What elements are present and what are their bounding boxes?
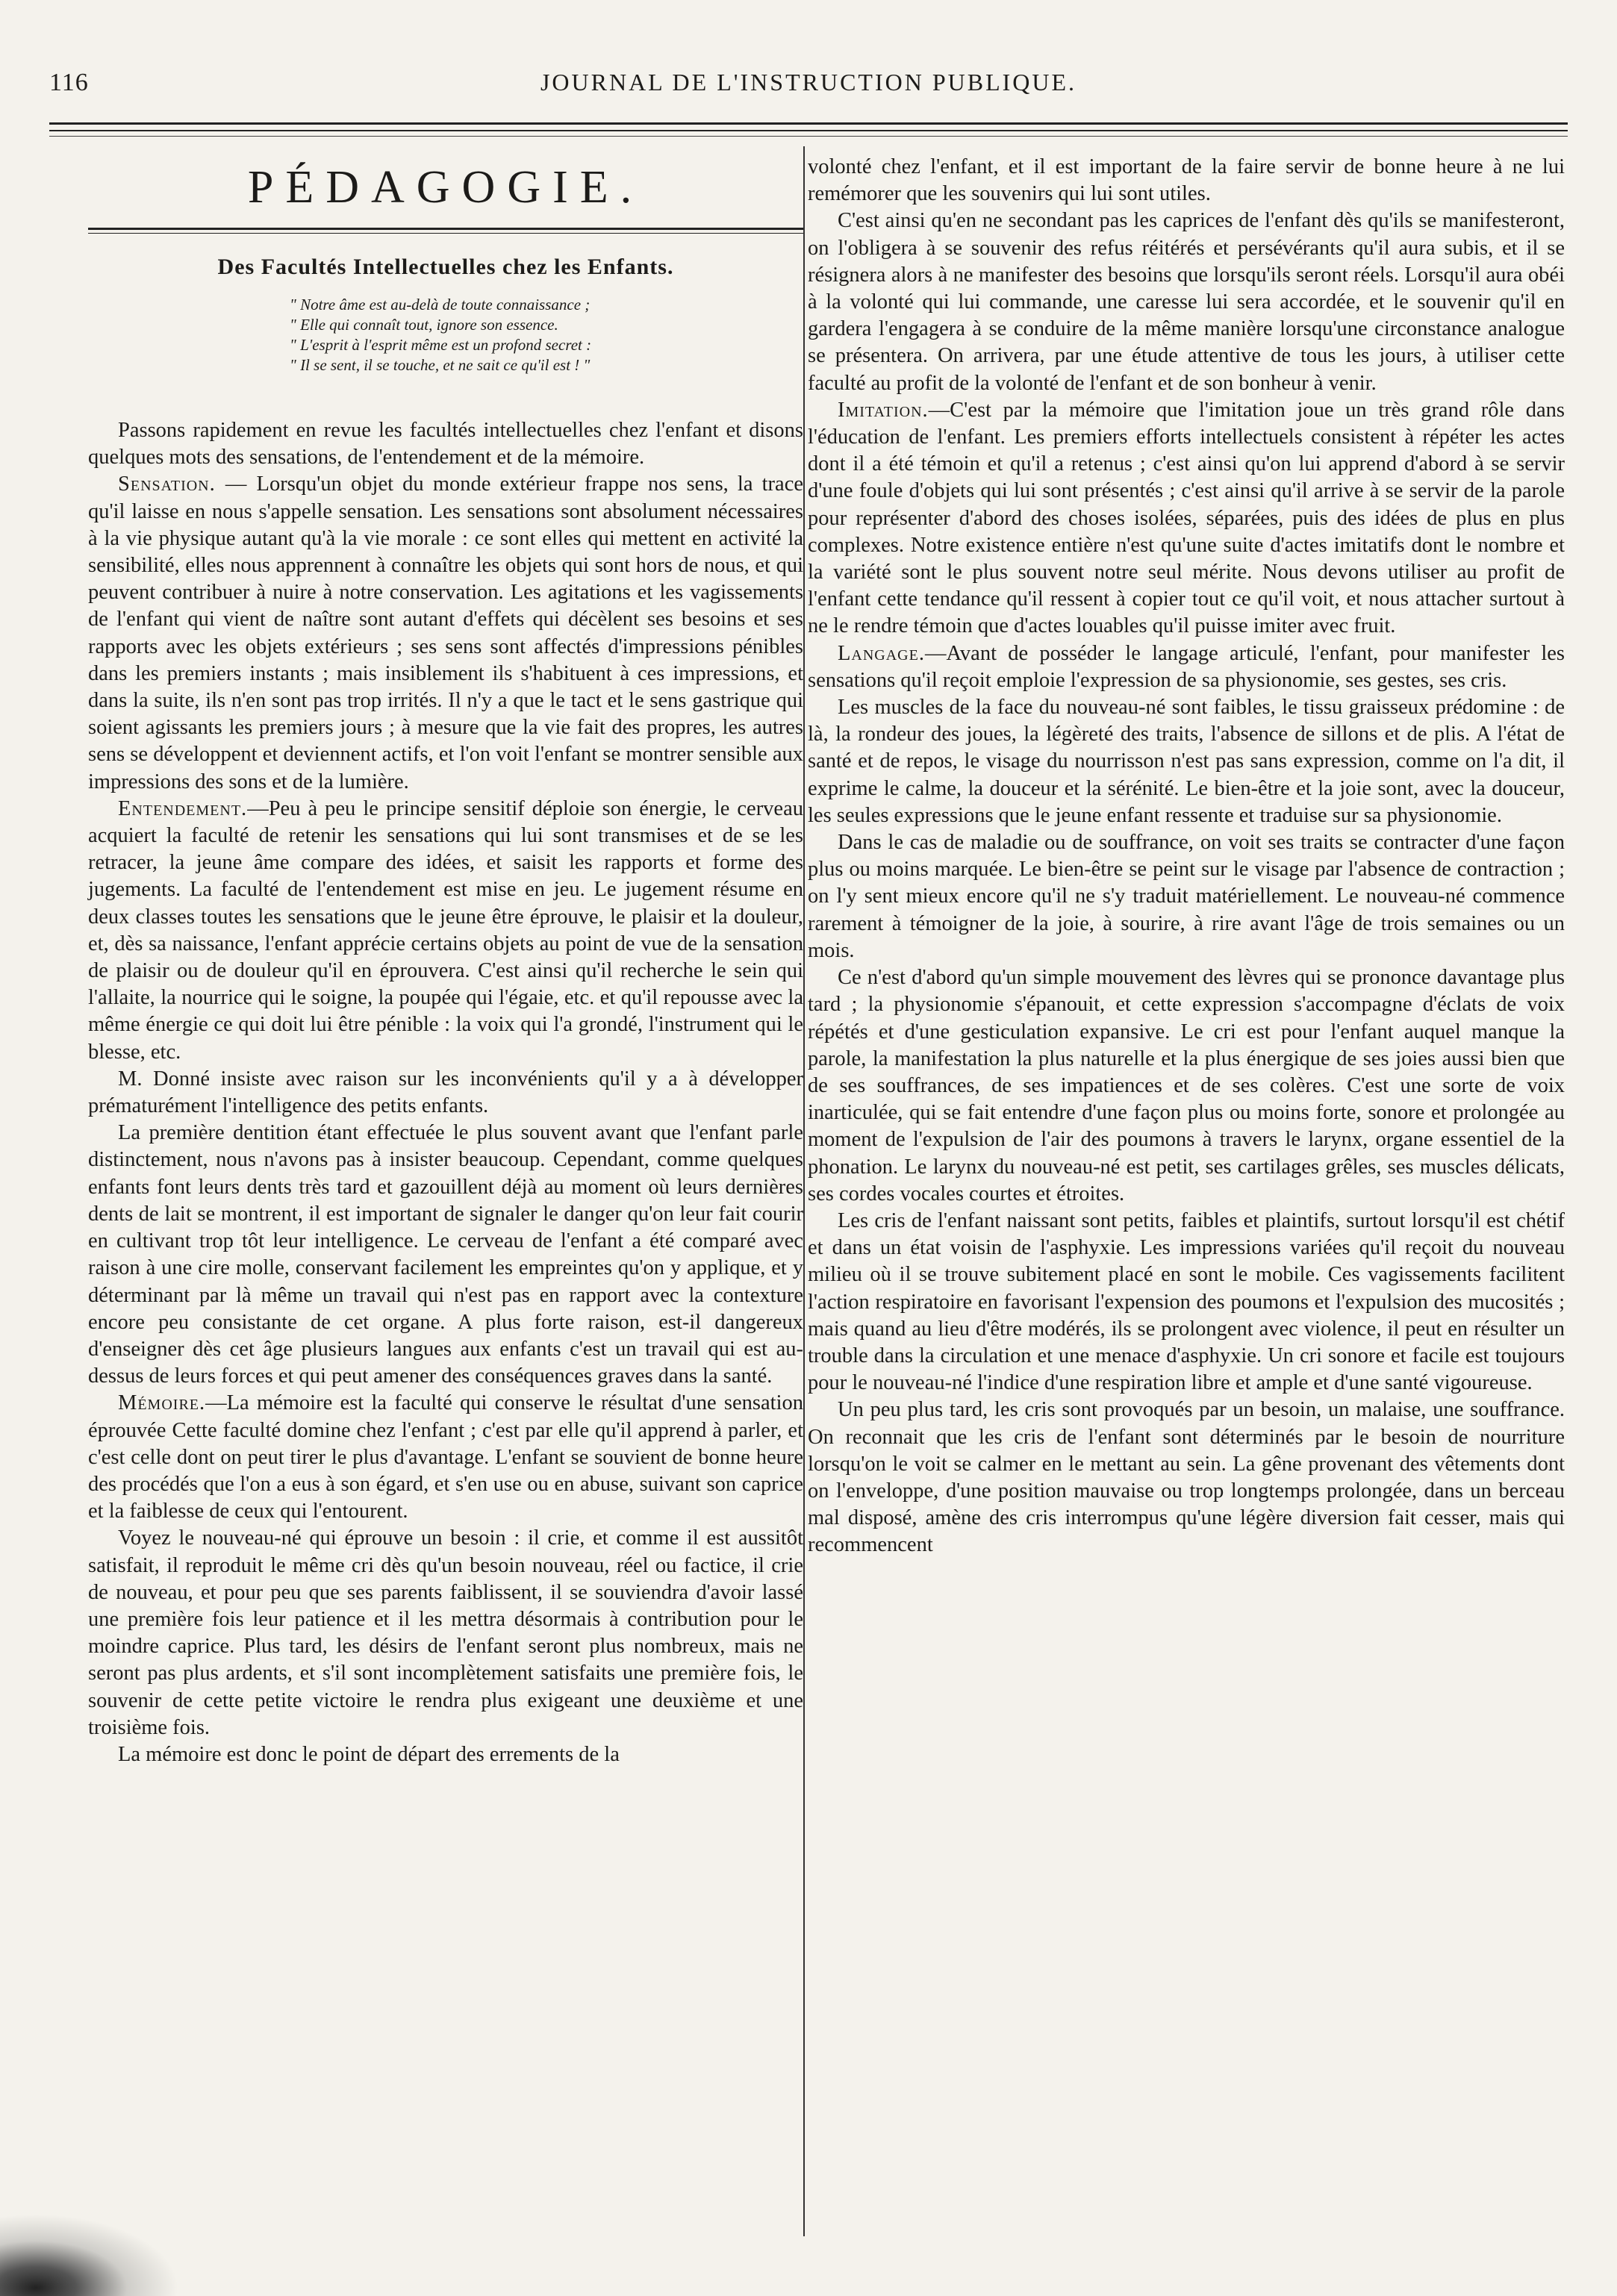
paragraph-text: Un peu plus tard, les cris sont provoqués par un besoin, un malaise, une souffrance. On reconnait que les cris de l'enfant sont déterminés par le besoin de nourriture lorsqu'on le voit se calmer en le mettant au sein. La gêne provenant des vêtements dont on l'enveloppe, d'une position mauvaise ou trop longtemps prolongée, dans un berceau mal disposé, amène des cris interrompus qu'une légère diversion fait cesser, mais qui recommencent — [808, 1398, 1565, 1557]
paragraph-text: —Peu à peu le principe sensitif déploie son énergie, le cerveau acquiert la faculté de retenir les sensations qui lui sont transmises et de se les retracer, la jeune âme compare des idées, et saisit les rapports et forme des jugements. La faculté de l'entendement est mise en jeu. Le jugement résume en deux classes toutes les sensations que le jeune être éprouve, le plaisir et la douleur, et, dès sa naissance, l'enfant apprécie certains objets au point de vue de la sensation de plaisir ou de douleur qu'il en éprouvera. C'est ainsi qu'il recherche le sein qui l'allaite, la nourrice qui le soigne, la poupée qui l'égaie, etc. et qu'il repousse avec la même énergie ce qui doit lui être pénible : la voix qui l'a grondé, l'instrument qui le blesse, etc. — [88, 796, 803, 1064]
paragraph-text: Voyez le nouveau-né qui éprouve un besoin : il crie, et comme il est aussitôt satisfait, il reproduit le même cri dès qu'un besoin nouveau, réel ou factice, il crie de nouveau, et pour peu que ses parents faiblissent, il se souviendra d'avoir lassé une première fois leur patience et il les mettra désormais à contribution pour le moindre caprice. Plus tard, les désirs de l'enfant seront plus nombreux, mais ne seront pas plus ardents, et s'il sont incomplètement satisfaits une première fois, le souvenir de cette petite victoire le rendra plus exigeant une deuxième et une troisième fois. — [88, 1526, 803, 1739]
paragraph-lead: Imitation. — [838, 398, 929, 422]
journal-title: JOURNAL DE L'INSTRUCTION PUBLIQUE. — [540, 69, 1077, 96]
paragraph-text: Ce n'est d'abord qu'un simple mouvement des lèvres qui se prononce davantage plus tard ; la physionomie s'épanouit, et cette expression s'accompagne d'éclats de voix répétés et d'une gesticulation expansive. Le cri est pour l'enfant auquel manque la parole, la manifestation la plus naturelle et la plus énergique de ses joies aussi bien que de ses souffrances, de ses impatiences et de ses colères. C'est une sorte de voix inarticulée, qui se fait entendre d'une façon plus ou moins forte, sonore et prolongée au moment de l'expulsion de l'air des poumons à travers le larynx, organe essentiel de la phonation. Le larynx du nouveau-né est petit, ses cartilages grêles, ses muscles délicats, ses cordes vocales courtes et étroites. — [808, 966, 1565, 1205]
article-paragraph — [808, 829, 1565, 964]
article-paragraph — [88, 1390, 803, 1525]
article-paragraph — [88, 1525, 803, 1741]
epigraph-line: " Il se sent, il se touche, et ne sait ce qu'il est ! " — [290, 356, 591, 374]
paragraph-text: Les muscles de la face du nouveau-né sont faibles, le tissu graisseux prédomine : de là, la rondeur des joues, la légèreté des traits, l'absence de sillons et de plis. A l'état de santé et de repos, le visage du nourrisson n'est pas sans expression, comme on l'a dit, il exprime le calme, la douceur et la sérénité. Le bien-être et la joie sont, avec la douceur, les seules expressions que le jeune enfant ressente et traduise sur sa physionomie. — [808, 696, 1565, 827]
paragraph-text: Les cris de l'enfant naissant sont petits, faibles et plaintifs, surtout lorsqu'il est chétif et dans un état voisin de l'asphyxie. Les impressions variées qu'il reçoit du nouveau milieu où il se trouve subitement placé en sont le mobile. Ces vagissements facilitent l'action respiratoire en favorisant l'expension des poumons et l'expulsion des mucosités ; mais quand au lieu d'être modérés, ils se prolongent avec violence, il peut en résulter un trouble dans la circulation et une menace d'asphyxie. Un cri sonore et facile est toujours pour le nouveau-né l'indice d'une respiration libre et ample et d'une santé vigoureuse. — [808, 1208, 1565, 1395]
paragraph-lead: Langage. — [838, 641, 925, 665]
article-paragraph — [808, 1208, 1565, 1397]
article-paragraph — [808, 208, 1565, 396]
article-paragraph — [808, 694, 1565, 829]
right-column-body — [808, 154, 1565, 1559]
left-column — [88, 154, 803, 1768]
paragraph-text: Dans le cas de maladie ou de souffrance, on voit ses traits se contracter d'une façon plus ou moins marquée. Le bien-être se peint sur le visage par l'absence de contraction ; on l'y sent mieux encore qu'il ne s'y traduit matériellement. Le nouveau-né commence rarement à témoigner de la joie, à sourire, à rire avant l'âge de trois semaines ou un mois. — [808, 831, 1565, 962]
paragraph-text: —La mémoire est la faculté qui conserve le résultat d'une sensation éprouvée Cette faculté domine chez l'enfant ; c'est par elle qu'il apprend à parler, et c'est celle dont on peut tirer le plus d'avantage. L'enfant se souvient de bonne heure des procédés que l'on a eus à son égard, et s'en use ou en abuse, suivant son caprice et la faiblesse de ceux qui l'entourent. — [88, 1391, 803, 1523]
right-column — [808, 154, 1565, 1559]
epigraph — [290, 295, 803, 375]
epigraph-line: " L'esprit à l'esprit même est un profond secret : — [290, 336, 592, 354]
page-header — [49, 63, 1568, 107]
epigraph-line: " Notre âme est au-delà de toute connaissance ; — [290, 296, 591, 313]
article-paragraph — [808, 1397, 1565, 1559]
article-paragraph — [808, 964, 1565, 1208]
header-rule-thin — [49, 136, 1568, 137]
paragraph-lead: Sensation. — — [118, 472, 248, 496]
paragraph-text: Passons rapidement en revue les facultés intellectuelles chez l'enfant et disons quelques mots des sensations, de l'entendement et de la mémoire. — [88, 419, 803, 470]
ink-blot — [0, 2214, 179, 2296]
paragraph-text: —C'est par la mémoire que l'imitation joue un très grand rôle dans l'éducation de l'enfant. Les premiers efforts intellectuels consistent à répéter les actes dont il a été témoin et qu'il a retenus ; c'est ainsi qu'on lui apprend d'abord à se servir d'une foule d'objets qui lui sont présentés ; c'est ainsi qu'il arrive à se servir de la parole pour représenter d'abord des choses isolées, séparées, puis des idées de plus en plus complexes. Notre existence entière n'est qu'une suite d'actes imitatifs dont le nombre et la variété sont le plus souvent notre seul mérite. Nous devons utiliser au profit de l'enfant cette tendance qu'il ressent à copier tout ce qu'il voit, et nous attacher surtout à ne le rendre témoin que d'actes louables qu'il puisse imiter avec fruit. — [808, 398, 1565, 638]
left-column-body — [88, 417, 803, 1768]
section-rule — [88, 228, 803, 234]
article-paragraph — [808, 397, 1565, 640]
article-paragraph — [88, 471, 803, 795]
page-number: 116 — [49, 69, 89, 96]
paragraph-text: M. Donné insiste avec raison sur les inconvénients qu'il y a à développer prématurément l'intelligence des petits enfants. — [88, 1067, 803, 1118]
column-divider — [803, 146, 805, 2236]
paragraph-text: C'est ainsi qu'en ne secondant pas les caprices de l'enfant dès qu'ils se manifesteront, on l'obligera à se souvenir des refus réitérés et persévérants qu'il aura subis, et il se résignera alors à ne manifester des besoins que lorsqu'ils seront réels. Lorsqu'il aura obéi à la volonté qui lui commande, une caresse lui sera accordée, et le souvenir qu'il en gardera l'engagera à se conduire de la même manière lorsqu'une circonstance analogue se présentera. On arrivera, par une étude attentive de tous les jours, à utiliser cette faculté au profit de la volonté de l'enfant et de son bonheur à venir. — [808, 209, 1565, 395]
article-paragraph — [808, 154, 1565, 208]
paragraph-lead: Mémoire. — [118, 1391, 206, 1415]
paragraph-text: La première dentition étant effectuée le plus souvent avant que l'enfant parle distinctement, nous n'avons pas à insister beaucoup. Cependant, comme quelques enfants font leurs dents très tard et gazouillent déjà au moment où leurs dernières dents de lait se montrent, il est important de signaler le danger qu'on leur fait courir en cultivant trop tôt leur intelligence. Le cerveau de l'enfant a été comparé avec raison à une cire molle, conservant facilement les empreintes qu'on y applique, et y déterminant par là même un travail qui n'est pas en rapport avec la contexture encore peu consistante de cet organe. A plus forte raison, est-il dangereux d'enseigner dès cet âge plusieurs langues aux enfants c'est un travail qui est au-dessus de leurs forces et qui peut amener des conséquences graves dans la santé. — [88, 1121, 803, 1388]
paragraph-text: La mémoire est donc le point de départ des errements de la — [118, 1742, 620, 1766]
article-paragraph — [88, 417, 803, 471]
article-title: Des Facultés Intellectuelles chez les Enfants. — [217, 255, 674, 279]
header-rule — [49, 122, 1568, 131]
paragraph-text: —Avant de posséder le langage articulé, l'enfant, pour manifester les sensations qu'il reçoit emploie l'expression de sa physionomie, ses gestes, ses cris. — [808, 641, 1565, 692]
article-paragraph — [88, 1741, 803, 1768]
paragraph-text: volonté chez l'enfant, et il est important de la faire servir de bonne heure à ne lui remémorer que les souvenirs qui lui sont utiles. — [808, 155, 1565, 206]
epigraph-line: " Elle qui connaît tout, ignore son essence. — [290, 316, 558, 334]
paragraph-lead: Entendement. — [118, 796, 248, 820]
article-paragraph — [88, 796, 803, 1066]
section-title: PÉDAGOGIE. — [247, 162, 644, 213]
paragraph-text: Lorsqu'un objet du monde extérieur frappe nos sens, la trace qu'il laisse en nous s'appelle sensation. Les sensations sont absolument nécessaires à la vie physique autant qu'à la vie morale : ce sont elles qui mettent en activité la sensibilité, elles nous apprennent à connaître les objets qui sont hors de nous, et qui peuvent contribuer à nuire à notre conservation. Les agitations et les vagissements de l'enfant qui vient de naître sont autant d'effets qui décèlent ses besoins et ses rapports avec les objets extérieurs ; ses sens sont affectés d'impressions pénibles dans les premiers instants ; mais insiblement ils s'habituent à ces impressions, et dans la suite, ils n'en sont pas trop irrités. Il n'y a que le tact et le sens gastrique qui soient agissants les premiers jours ; à mesure que la vie fait des propres, les autres sens se développent et deviennent actifs, et l'on voit l'enfant se montrer sensible aux impressions des sons et de la lumière. — [88, 472, 803, 793]
article-paragraph — [88, 1120, 803, 1390]
article-paragraph — [88, 1066, 803, 1120]
article-paragraph — [808, 640, 1565, 694]
